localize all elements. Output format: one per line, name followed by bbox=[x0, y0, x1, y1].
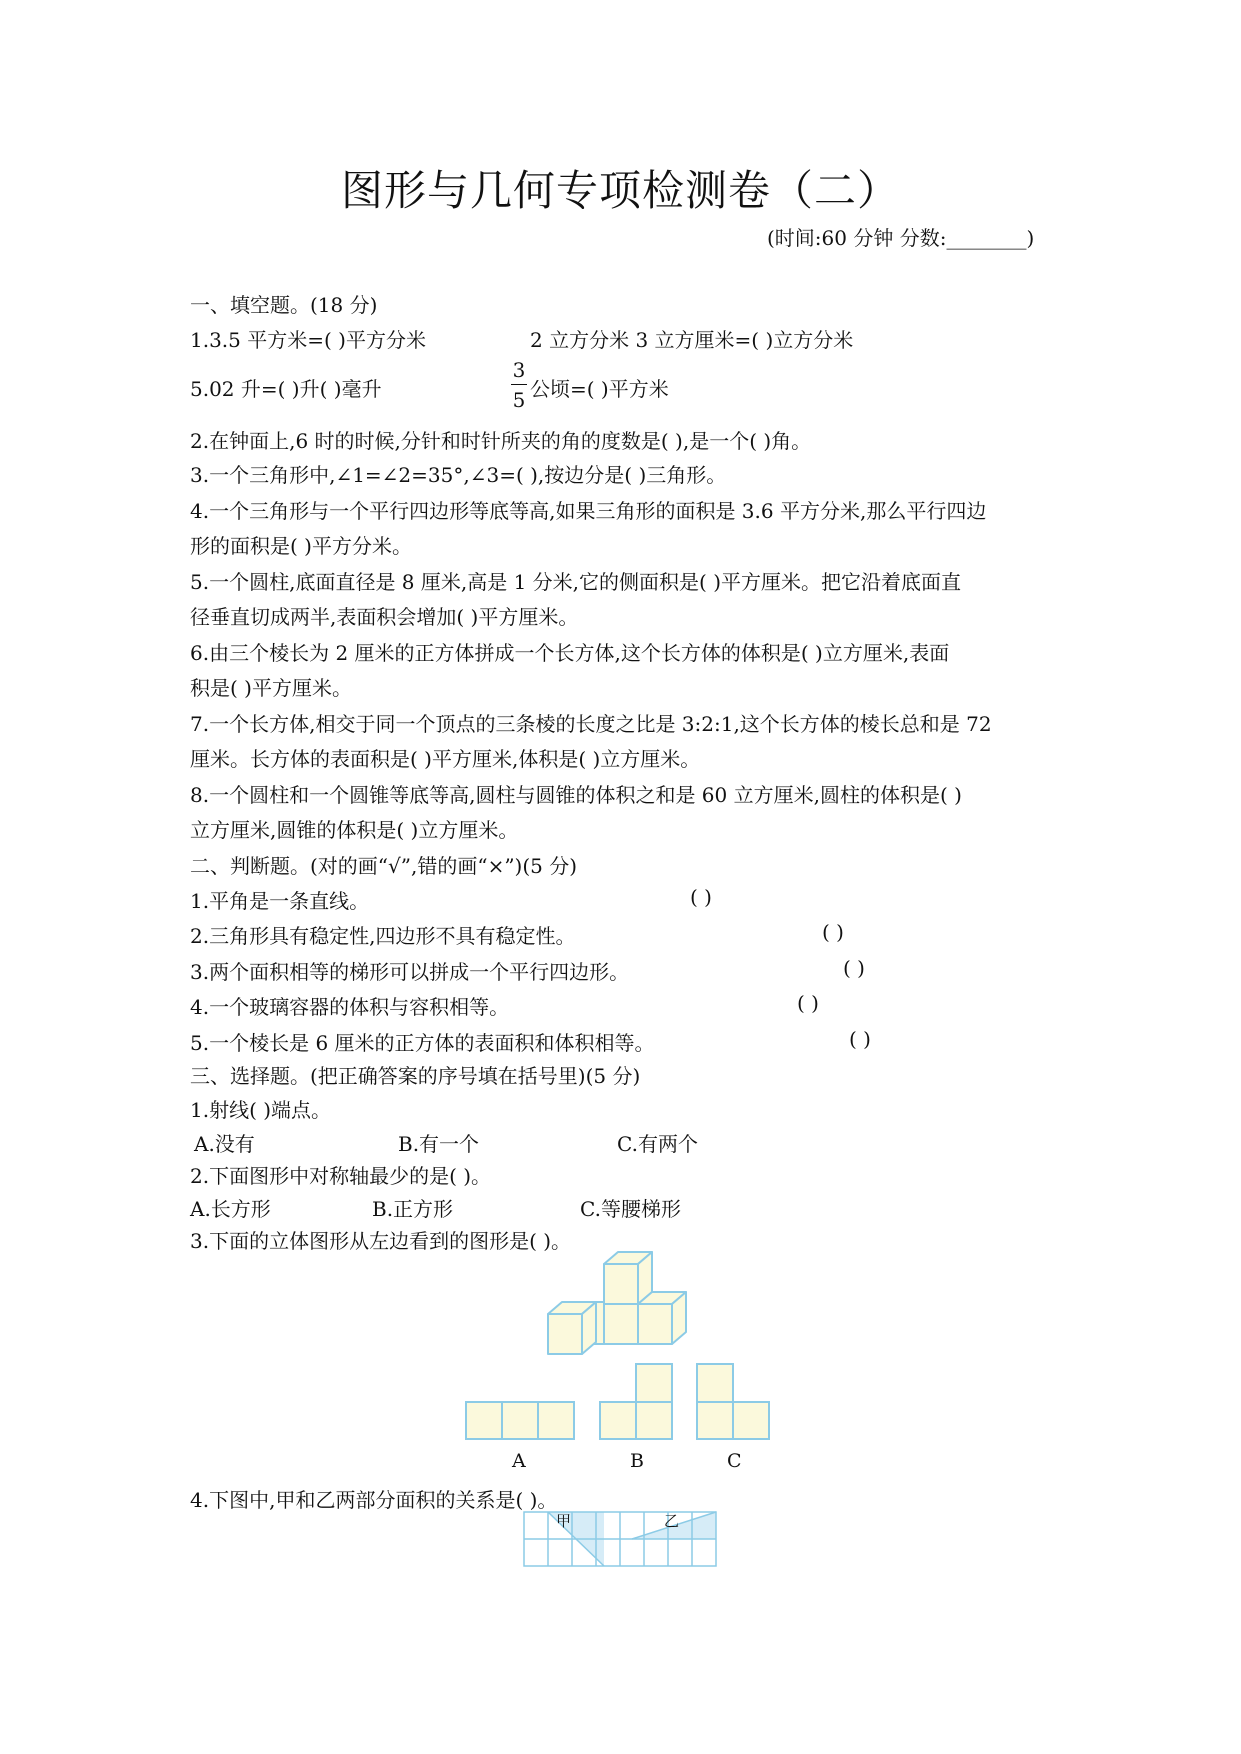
question-6-line1: 6.由三个棱长为 2 厘米的正方体拼成一个长方体,这个长方体的体积是( )立方厘米,表面 bbox=[190, 641, 950, 665]
option-c-label: C bbox=[727, 1450, 742, 1472]
fraction-numerator: 3 bbox=[512, 358, 526, 382]
judge-blank-1: ( ) bbox=[690, 885, 712, 909]
q2-option-a: A.长方形 bbox=[190, 1197, 271, 1221]
question-4-line2: 形的面积是( )平方分米。 bbox=[190, 534, 412, 558]
q1-option-c: C.有两个 bbox=[617, 1132, 698, 1156]
q1-option-a: A.没有 bbox=[194, 1132, 255, 1156]
question-5-line2: 径垂直切成两半,表面积会增加( )平方厘米。 bbox=[190, 605, 579, 629]
time-score-line: (时间:60 分钟 分数:________) bbox=[767, 226, 1035, 250]
choice-question-3: 3.下面的立体图形从左边看到的图形是( )。 bbox=[190, 1229, 572, 1253]
judge-blank-4: ( ) bbox=[797, 991, 819, 1015]
cube-solid-figure bbox=[540, 1250, 700, 1360]
judge-item-1: 1.平角是一条直线。 bbox=[190, 889, 370, 913]
question-6-line2: 积是( )平方厘米。 bbox=[190, 676, 352, 700]
question-8-line1: 8.一个圆柱和一个圆锥等底等高,圆柱与圆锥的体积之和是 60 立方厘米,圆柱的体积是( ) bbox=[190, 783, 962, 807]
question-7-line1: 7.一个长方体,相交于同一个顶点的三条棱的长度之比是 3:2:1,这个长方体的棱长总和是 72 bbox=[190, 712, 992, 736]
q1-part-a: 1.3.5 平方米=( )平方分米 bbox=[190, 328, 426, 352]
question-2: 2.在钟面上,6 时的时候,分针和时针所夹的角的度数是( ),是一个( )角。 bbox=[190, 429, 812, 453]
section2-heading: 二、判断题。(对的画“√”,错的画“×”)(5 分) bbox=[190, 854, 578, 878]
view-option-b bbox=[598, 1362, 676, 1442]
question-4-line1: 4.一个三角形与一个平行四边形等底等高,如果三角形的面积是 3.6 平方分米,那么平行四边 bbox=[190, 499, 987, 523]
choice-question-2: 2.下面图形中对称轴最少的是( )。 bbox=[190, 1164, 492, 1188]
choice-question-4: 4.下图中,甲和乙两部分面积的关系是( )。 bbox=[190, 1488, 558, 1512]
judge-item-2: 2.三角形具有稳定性,四边形不具有稳定性。 bbox=[190, 924, 576, 948]
q1-option-b: B.有一个 bbox=[398, 1132, 480, 1156]
question-5-line1: 5.一个圆柱,底面直径是 8 厘米,高是 1 分米,它的侧面积是( )平方厘米。把它沿着底面直 bbox=[190, 570, 961, 594]
question-8-line2: 立方厘米,圆锥的体积是( )立方厘米。 bbox=[190, 818, 519, 842]
choice-question-1: 1.射线( )端点。 bbox=[190, 1098, 332, 1122]
judge-blank-3: ( ) bbox=[843, 956, 865, 980]
section1-heading: 一、填空题。(18 分) bbox=[190, 293, 378, 317]
q1-part-b: 2 立方分米 3 立方厘米=( )立方分米 bbox=[530, 328, 854, 352]
page-title: 图形与几何专项检测卷（二） bbox=[340, 166, 900, 215]
judge-blank-2: ( ) bbox=[822, 920, 844, 944]
view-option-c bbox=[695, 1362, 773, 1442]
option-b-label: B bbox=[630, 1450, 644, 1472]
question-3: 3.一个三角形中,∠1=∠2=35°,∠3=( ),按边分是( )三角形。 bbox=[190, 463, 727, 487]
q2-option-b: B.正方形 bbox=[372, 1197, 454, 1221]
judge-item-3: 3.两个面积相等的梯形可以拼成一个平行四边形。 bbox=[190, 960, 630, 984]
q2-option-c: C.等腰梯形 bbox=[580, 1197, 681, 1221]
view-option-a bbox=[464, 1400, 578, 1442]
section3-heading: 三、选择题。(把正确答案的序号填在括号里)(5 分) bbox=[190, 1064, 641, 1088]
region-yi-label: 乙 bbox=[664, 1512, 680, 1530]
area-grid-figure bbox=[522, 1510, 720, 1568]
option-a-label: A bbox=[512, 1450, 526, 1472]
judge-item-4: 4.一个玻璃容器的体积与容积相等。 bbox=[190, 995, 510, 1019]
q1-part-d: 公顷=( )平方米 bbox=[530, 377, 669, 401]
fraction-bar bbox=[511, 384, 527, 385]
region-jia-label: 甲 bbox=[556, 1512, 572, 1530]
fraction-denominator: 5 bbox=[512, 388, 526, 412]
q1-part-c: 5.02 升=( )升( )毫升 bbox=[190, 377, 382, 401]
question-7-line2: 厘米。长方体的表面积是( )平方厘米,体积是( )立方厘米。 bbox=[190, 747, 701, 771]
judge-item-5: 5.一个棱长是 6 厘米的正方体的表面积和体积相等。 bbox=[190, 1031, 655, 1055]
judge-blank-5: ( ) bbox=[849, 1027, 871, 1051]
